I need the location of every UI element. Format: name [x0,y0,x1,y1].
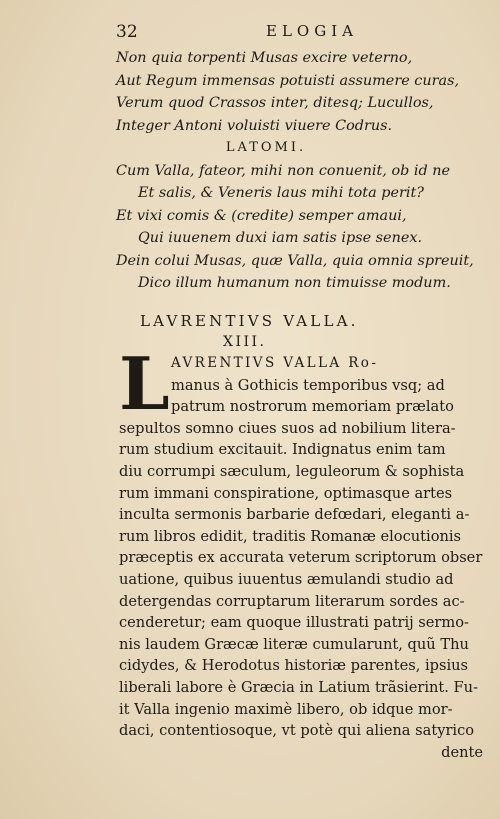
body-line: AVRENTIVS VALLA Ro- [171,355,379,371]
body-line: uatione, quibus iuuentus æmulandi studio ad [119,570,454,588]
body-line: manus à Gothicis temporibus vsq; ad [171,376,445,394]
verse-line: Aut Regum immensas potuisti assumere curas, [116,72,460,89]
body-line: sepultos somno ciues suos ad nobilium litera- [119,419,456,437]
body-line: rum immani conspiratione, optimasque artes [119,484,453,502]
verse-block [116,47,476,295]
body-line: inculta sermonis barbarie defœdari, eleganti a- [119,506,470,524]
verse-line: Et salis, & Veneris laus mihi tota perit? [138,185,424,201]
body-line: cidydes, & Herodotus historiæ parentes, ipsius [119,657,469,675]
body-line: nis laudem Græcæ literæ cumularunt, quũ Thu [119,635,469,653]
page-header [116,22,466,42]
body-line: rum studium excitauit. Indignatus enim tam [119,441,446,459]
section-number: XIII. [223,334,267,350]
verse-line: Integer Antoni voluisti viuere Codrus. [116,117,393,134]
catchword: dente [441,743,483,761]
verse-line: Et vixi comis & (credite) semper amaui, [116,207,407,224]
epigram-author-heading: LATOMI. [225,140,307,155]
body-line: diu corrumpi sæculum, leguleorum & sophista [119,462,465,480]
drop-cap-initial: L [119,341,170,426]
body-line: præceptis ex accurata veterum scriptorum obser [119,549,483,567]
body-line: cenderetur; eam quoque illustrati patrij sermo- [119,614,469,632]
verse-line: Qui iuuenem duxi iam satis ipse senex. [138,230,423,246]
verse-line: Non quia torpenti Musas excire veterno, [116,50,413,66]
verse-line: Dein colui Musas, quæ Valla, quia omnia spreuit, [116,252,474,269]
running-head: ELOGIA [266,22,358,40]
body-line: patrum nostrorum memoriam prælato [171,398,454,416]
verse-line: Verum quod Crassos inter, ditesq; Lucullos, [116,95,434,111]
body-line: daci, contentiosoque, vt potè qui aliena satyrico [119,722,475,740]
page-number: 32 [116,22,138,42]
body-line: liberali labore è Græcia in Latium trãsierint. Fu- [119,678,479,696]
body-line: it Valla ingenio maximè libero, ob idque mor- [119,700,453,718]
verse-line: Dico illum humanum non timuisse modum. [138,275,451,291]
verse-line: Cum Valla, fateor, mihi non conuenit, ob id ne [116,162,451,179]
body-line: rum libros edidit, traditis Romanæ elocutionis [119,527,462,545]
body-line: detergendas corruptarum literarum sordes ac- [119,592,465,610]
section-title: LAVRENTIVS VALLA. [140,312,359,330]
